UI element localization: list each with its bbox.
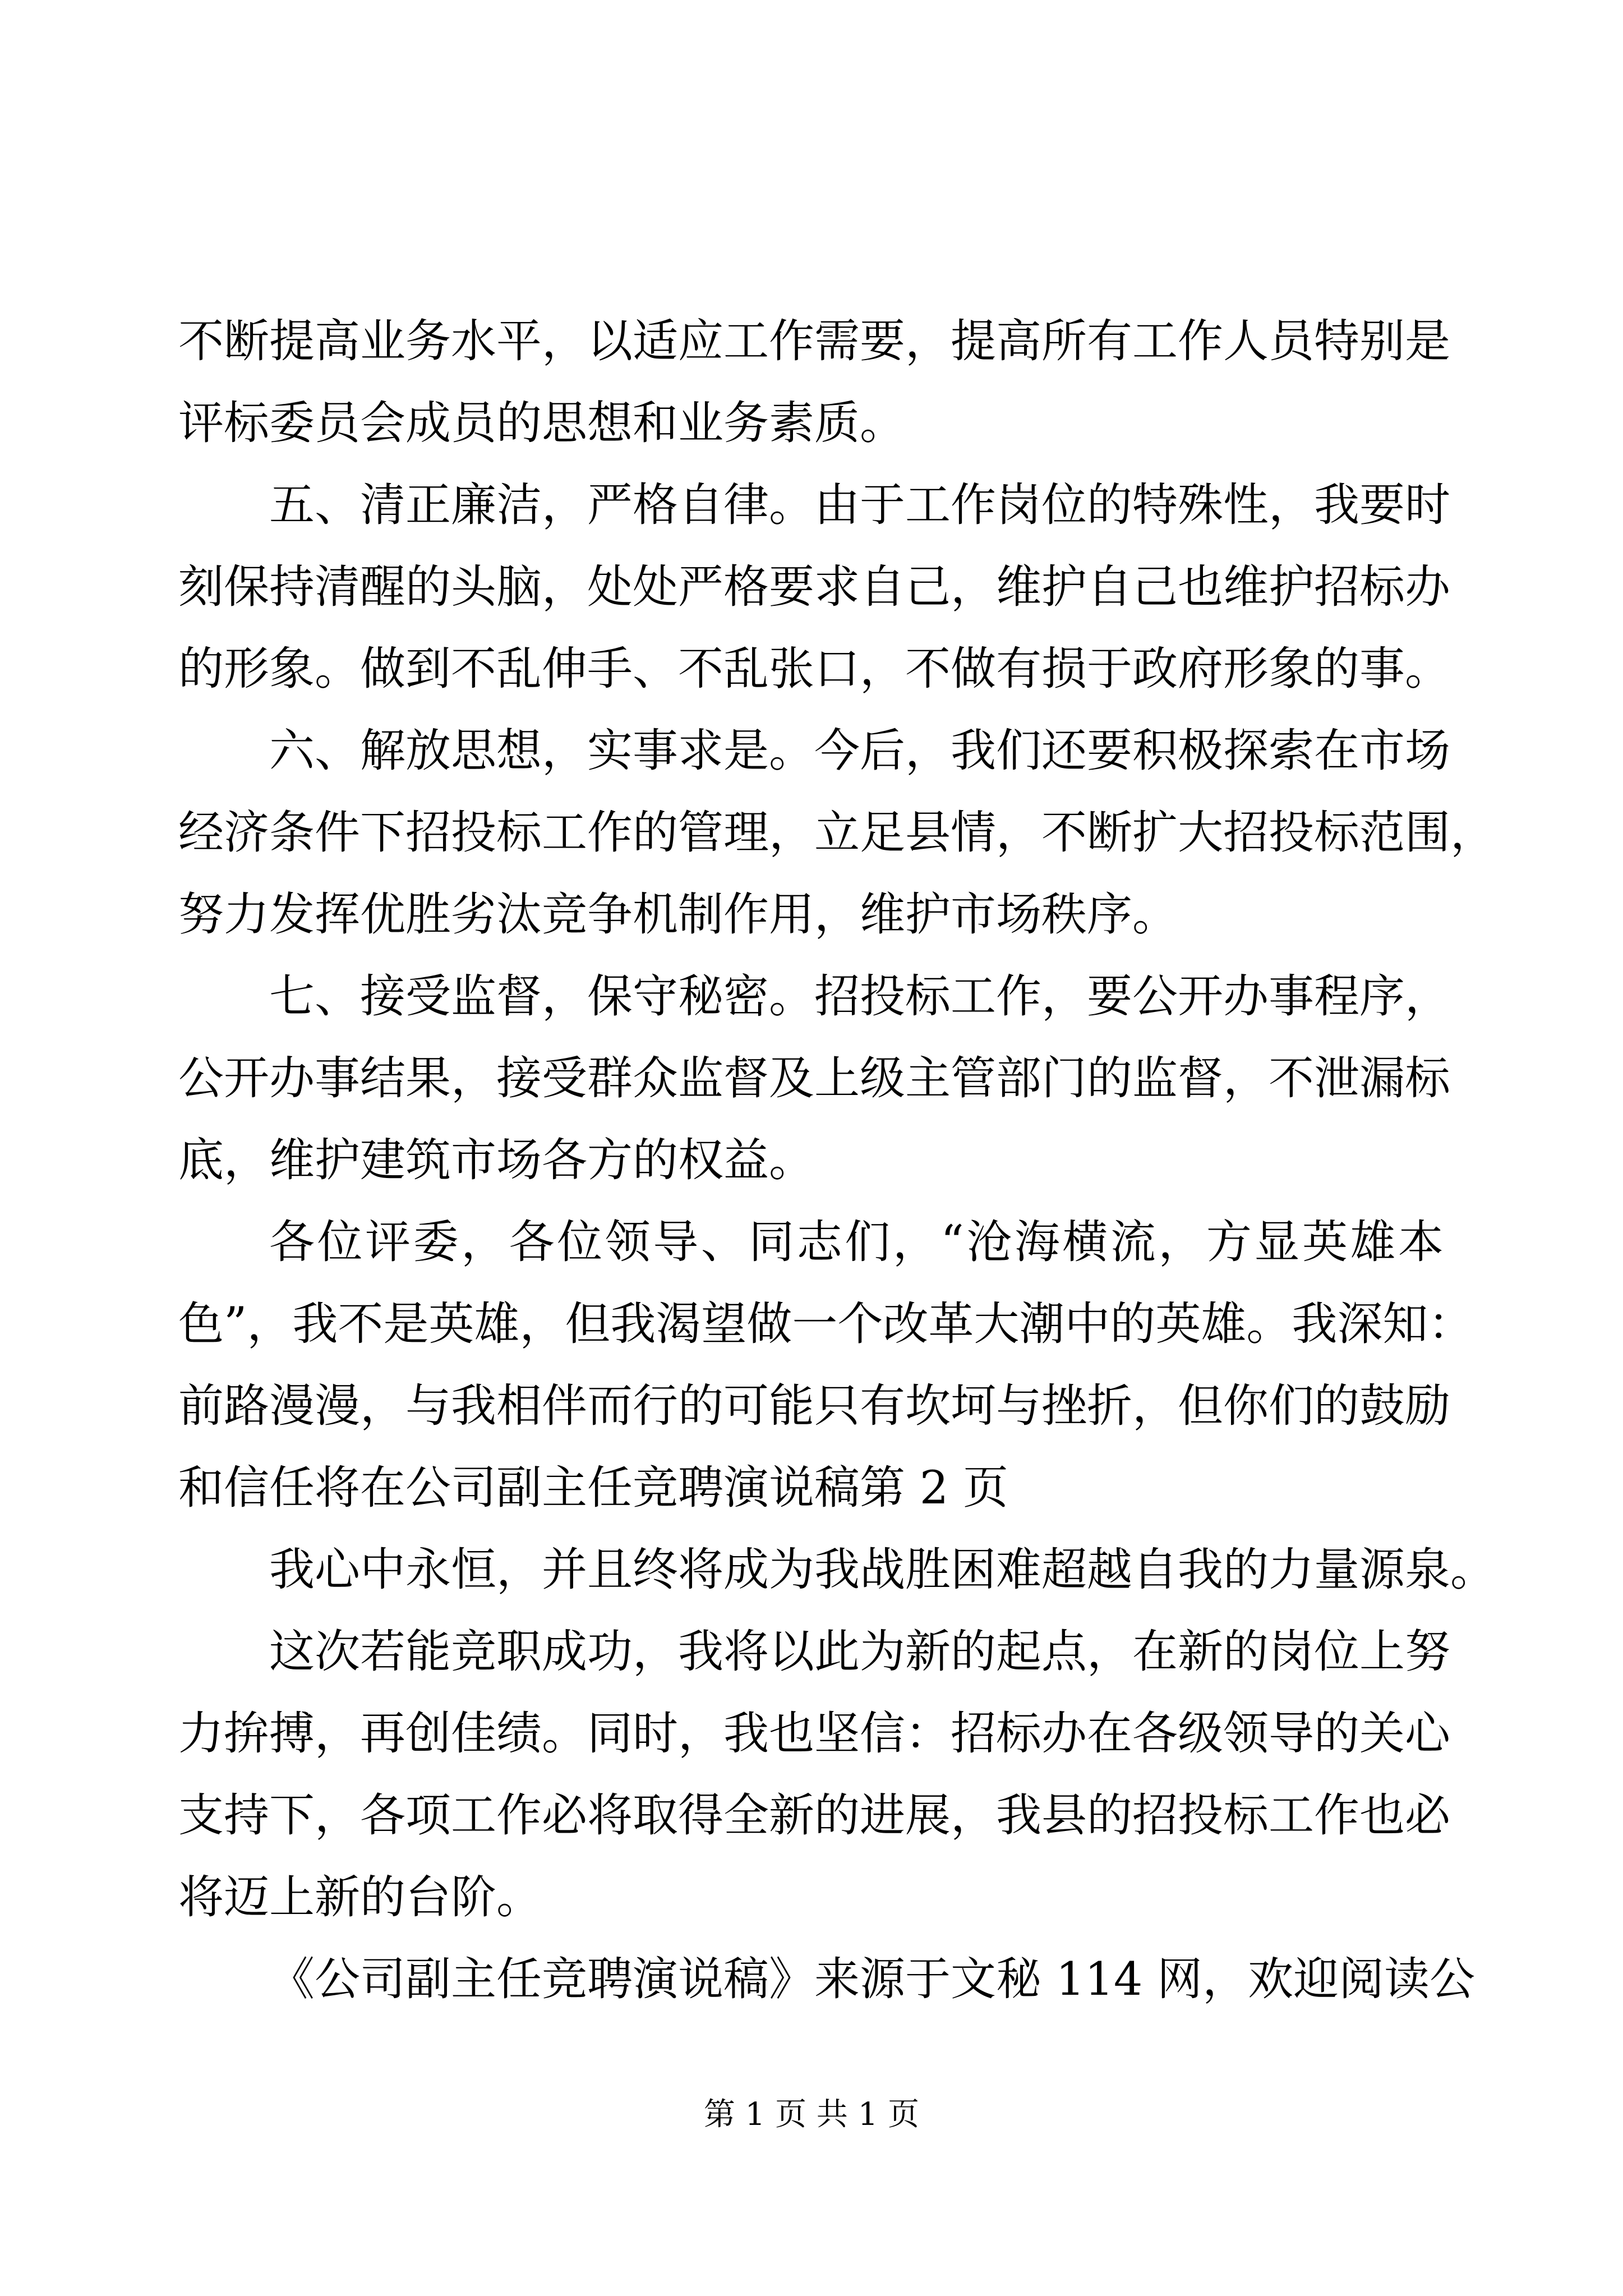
text-line: 底，维护建筑市场各方的权益。: [178, 1134, 815, 1187]
paragraph-first-line: 《公司副主任竞聘演说稿》来源于文秘 114 网，欢迎阅读公: [269, 1953, 1476, 2006]
paragraph-first-line: 我心中永恒，并且终将成为我战胜困难超越自我的力量源泉。: [269, 1544, 1496, 1596]
text-line: 经济条件下招投标工作的管理，立足县情，不断扩大招投标范围，: [178, 807, 1496, 859]
paragraph-first-line: 七、接受监督，保守秘密。招投标工作，要公开办事程序，: [269, 970, 1451, 1023]
text-line: 不断提高业务水平，以适应工作需要，提高所有工作人员特别是: [178, 315, 1451, 368]
paragraph-first-line: 各位评委，各位领导、同志们，“沧海横流，方显英雄本: [269, 1216, 1444, 1269]
text-line: 的形象。做到不乱伸手、不乱张口，不做有损于政府形象的事。: [178, 643, 1451, 696]
paragraph-first-line: 五、清正廉洁，严格自律。由于工作岗位的特殊性，我要时: [269, 479, 1451, 532]
text-line: 将迈上新的台阶。: [178, 1871, 542, 1924]
document-body: [178, 301, 1496, 2021]
text-line: 公开办事结果，接受群众监督及上级主管部门的监督，不泄漏标: [178, 1052, 1451, 1105]
text-line: 前路漫漫，与我相伴而行的可能只有坎坷与挫折，但你们的鼓励: [178, 1380, 1451, 1433]
text-line: 刻保持清醒的头脑，处处严格要求自己，维护自己也维护招标办: [178, 561, 1451, 614]
paragraph-first-line: 这次若能竞职成功，我将以此为新的起点，在新的岗位上努: [269, 1626, 1451, 1678]
text-line: 力拚搏，再创佳绩。同时，我也坚信：招标办在各级领导的关心: [178, 1708, 1451, 1760]
text-line: 努力发挥优胜劣汰竞争机制作用，维护市场秩序。: [178, 889, 1178, 941]
page-footer: 第 1 页 共 1 页: [703, 2096, 920, 2133]
text-line: 支持下，各项工作必将取得全新的进展，我县的招投标工作也必: [178, 1789, 1451, 1842]
text-line: 评标委员会成员的思想和业务素质。: [178, 397, 906, 450]
paragraph-first-line: 六、解放思想，实事求是。今后，我们还要积极探索在市场: [269, 725, 1451, 777]
text-line: 和信任将在公司副主任竞聘演说稿第 2 页: [178, 1462, 1009, 1515]
text-line: 色”，我不是英雄，但我渴望做一个改革大潮中的英雄。我深知：: [178, 1298, 1474, 1351]
